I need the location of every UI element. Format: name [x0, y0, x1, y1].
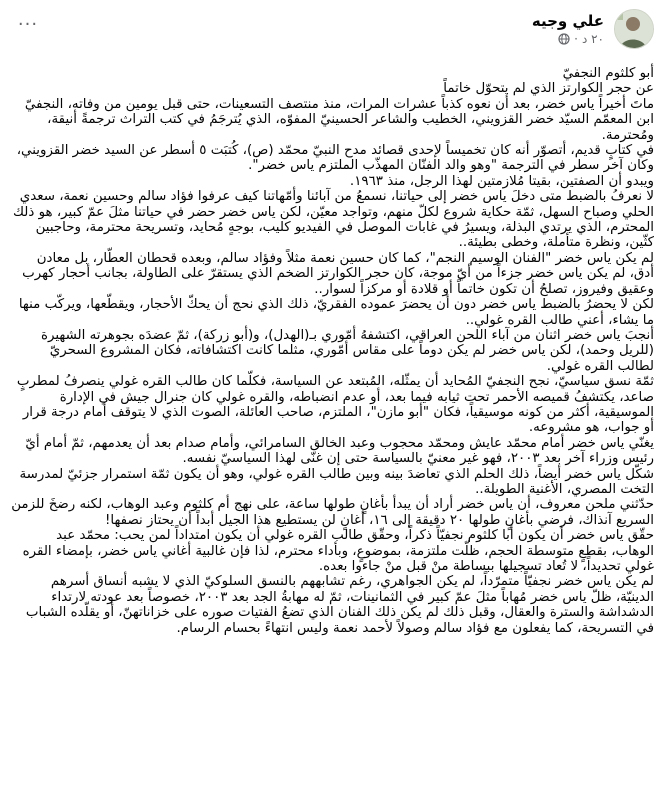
- post-paragraph: عن حجر الكوارتز الذي لم يتحوّل خاتماً: [443, 81, 654, 97]
- post-paragraph: لا نعرفُ بالضبط متى دخلَ ياس خضر إلى حياتنا، نسمعُ من آبائنا وأمّهاتنا كيف عرفوا فؤاد سالم وحسين نعمة، سعدي الحلي وصباح السهل، ثمّة حكاية شروع لكلّ منهم، وتواجد معيّن، لكن ياس خضر حضر في حياتنا مثلَ عمّ كبير، هو ذلك المحترم، الذي يرتدي البذلة، ويسيرُ في غابات الموصل في الفيديو كليب، بوجهٍ مُحايد، وتسريحة محترمة، وحاجبين كثّين، ونظرة متأملة، وخطى بطيئة..: [13, 189, 654, 251]
- author-name[interactable]: علي وجيه: [531, 11, 604, 30]
- author-block: [532, 12, 604, 47]
- post-paragraph: أبو كلثوم النجفيّ: [562, 66, 654, 81]
- post-paragraph: في كتابٍ قديم، أتصوّر أنه كان تخميساً لإحدى قصائد مدح النبيّ محمّد (ص)، كُتبَت ٥ أسطر عن السيد خضر القزويني، وكان آخر سطر في الترجمة "وهو والد الفنّان المهذّب الملتزم ياس خضر".: [16, 143, 654, 174]
- post-meta: [532, 31, 604, 47]
- post-paragraph: شكّل ياس خضر أيضاً، ذلك الحلم الذي تعاضدَ بينه وبين طالب القره غولي، وهو أن يكون ثمّة استمرار جزئيّ لمدرسة التخت المصري، الأغنية الطويلة..: [19, 466, 654, 497]
- globe-icon: [558, 33, 570, 45]
- post-paragraph: يغنّي ياس خضر أمام محمّد عايش ومحمّد محجوب وعبد الخالق السامرائي، وأمام صدام بعد أن يعدمهم، ثمّ أمام أيّ رئيس وزراء آخر بعد ٢٠٠٣، فهو غير معنيّ بالسياسة حتى إن غنّى لهذا السياسيّ نفسه.: [25, 435, 654, 467]
- post-paragraph: لم يكن ياس خضر نجفيّاً متمرّداً، لم يكن الجواهري، رغم تشابههم بالنسق السلوكيّ الذي لا يشبه أنساق أسرهم الدينيّة، ظلّ ياس خضر مُهاباً مثلَ عمّ كبير في الثمانينات، ثمّ له مهابةُ الجد بعد ٢٠٠٣، خصوصاً بعد عودته لارتداء الدشداشة والسترة والعقال، وقبل ذلك لم يكن ذلك الفنان الذي تضعُ الفتيات صوره على خزاناتهنّ، أو يقلّده الشباب في التسريحة، كما يفعلون مع فؤاد سالم وصولاً لأحمد نعمة وليس انتهاءً بحسام الرسام.: [25, 574, 654, 636]
- avatar-image: [614, 10, 653, 49]
- post-paragraph: ويبدو أن الصفتين، بقيتا مُلازمتين لهذا الرجل، منذ ١٩٦٣.: [349, 173, 654, 189]
- post-paragraph: ثمّة نسق سياسيّ، نجح النجفيّ المُحايد أن يمثّله، المُبتعد عن السياسة، فكلّما كان طالب القره غولي ينصرفُ لمطربٍ صاعد، يكتشفُ قميصه الأحمر تحت ثيابه فيما بعد، أو عدم انضباطه، والقره غولي كان جنرال جيش في الإدارة الموسيقية، أكثر من كونه موسيقياً، فكان "أبو مازن"، الملتزم، صاحب العائلة، الصوت الذي لا يتوقف أمام درجة قرار أو جواب، هو مشروعه.: [16, 374, 654, 436]
- post-paragraph: ماتَ أخيراً ياس خضر، بعد أن نعوه كذباً عشرات المرات، منذ منتصف التسعينات، حتى قبل يومين من وفاته، النجفيّ ابن المعمّم السيّد خضر القزويني، الخطيب والشاعر الحسينيّ المفوّه، الذي يُترجَمُ في كتب التراث ترجمةً أنيقة، ومُحترمة.: [24, 96, 654, 143]
- post-paragraph: أنجبَ ياس خضر اثنان من آباء اللحن العراقي، اكتشفهُ أمّوري بـ(الهدل)، و(أبو زركة)، ثمّ عضدَه بجوهرته الشهيرة (للريل وحمد)، لكن ياس خضر لم يكن دوماً على مقاس أمّوري، مثلما كانت اكتشافاته، فكان المشروع السحريّ لطالب القره غولي.: [40, 327, 654, 374]
- post-header: [10, 0, 654, 58]
- post-body: [10, 66, 654, 636]
- post-time[interactable]: ٢٠ د: [581, 31, 604, 46]
- post-paragraph: لكن لا يحضرُ بالضبط ياس خضر دون أن يحضرَ عموده الفقريّ، ذلك الذي نحج أن يحكّ الأحجار، ويقطّعها، ويركّب منها ما يشاء، أعني طالب القره غولي..: [18, 297, 654, 328]
- more-options-button[interactable]: ···: [17, 13, 39, 35]
- post-paragraph: حقّق ياس خضر أن يكون أبا كلثوم نجفيّاً ذكراً، وحقّق طالب القره غولي أن يكون امتداداً لمن يحب: محمّد عبد الوهاب، بقطعٍ متوسطة الحجم، ظلّت ملتزمة، بموضوعٍ، وبأداء محترم، لذا فإن غالبية أغاني ياس خضر، بإمضاء القره غولي تحديداً، لا تُعاد تسجيلها ببساطة منْ قبل منْ جاءوا بعده.: [22, 528, 654, 574]
- meta-separator: ·: [574, 31, 578, 46]
- author-avatar[interactable]: [614, 9, 654, 49]
- post-paragraph: حدّثني ملحن معروف، أن ياس خضر أراد أن يبدأ بأغانٍ طولها ساعة، على نهج أم كلثوم وعبد الوهاب، لكنه رضخَ للزمن السريع آنذاك، فرضي بأغانٍ طولها ٢٠ دقيقة إلى ١٦، أغانٍ لن يستطيع هذا الجيل أبداً أن يحتاز نصفها!: [11, 497, 654, 528]
- post-paragraph: لم يكن ياس خضر "الفنان الوسيم النجم"، كما كان حسين نعمة مثلاً وفؤاد سالم، وبعده قحطان العطّار، بل معادن أدق، لم يكن ياس خضر جزءاً من أيّ موجة، كان حجر الكوارتز الضخم الذي يستقرّ على الطاولة، بجانب أحجار كهرب وعقيق وفيروز، تصلحُ أن تكون خاتماً أو قلادة أو مركزاً لسوار..: [22, 250, 654, 297]
